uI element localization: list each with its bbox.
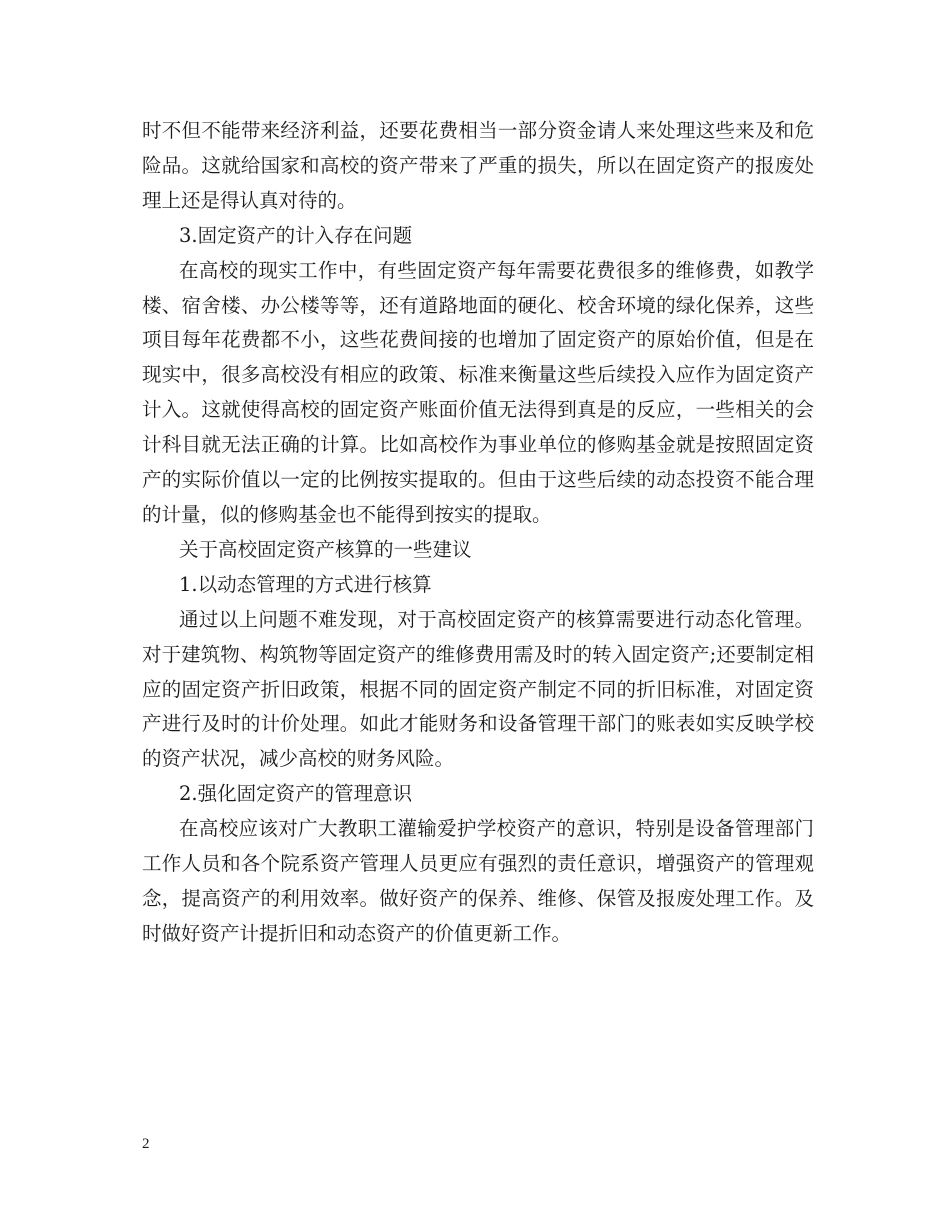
- paragraph-accounting-issue: 在高校的现实工作中，有些固定资产每年需要花费很多的维修费，如教学楼、宿舍楼、办公楼等等，还有道路地面的硬化、校舍环境的绿化保养，这些项目每年花费都不小，这些花费间接的也增加了固定资产的原始价值，但是在现实中，很多高校没有相应的政策、标准来衡量这些后续投入应作为固定资产计入。这就使得高校的固定资产账面价值无法得到真是的反应，一些相关的会计科目就无法正确的计算。比如高校作为事业单位的修购基金就是按照固定资产的实际价值以一定的比例按实提取的。但由于这些后续的动态投资不能合理的计量，似的修购基金也不能得到按实的提取。: [142, 258, 814, 526]
- section-heading-fixed-asset-accounting-issue: 3.固定资产的计入存在问题: [179, 223, 413, 247]
- paragraph-management-awareness: 在高校应该对广大教职工灌输爱护学校资产的意识，特别是设备管理部门工作人员和各个院系资产管理人员更应有强烈的责任意识，增强资产的管理观念，提高资产的利用效率。做好资产的保养、维修、保管及报废处理工作。及时做好资产计提折旧和动态资产的价值更新工作。: [142, 817, 814, 945]
- paragraph-continuation: 时不但不能带来经济利益，还要花费相当一部分资金请人来处理这些来及和危险品。这就给国家和高校的资产带来了严重的损失，所以在固定资产的报废处理上还是得认真对待的。: [142, 119, 814, 212]
- subheading-dynamic-management: 1.以动态管理的方式进行核算: [179, 572, 432, 596]
- subheading-management-awareness: 2.强化固定资产的管理意识: [179, 782, 413, 806]
- paragraph-dynamic-management: 通过以上问题不难发现，对于高校固定资产的核算需要进行动态化管理。对于建筑物、构筑物等固定资产的维修费用需及时的转入固定资产;还要制定相应的固定资产折旧政策，根据不同的固定资产制定不同的折旧标准，对固定资产进行及时的计价处理。如此才能财务和设备管理干部门的账表如实反映学校的资产状况，减少高校的财务风险。: [142, 607, 814, 771]
- page-number: 2: [142, 1136, 150, 1152]
- body-text: [142, 114, 814, 952]
- section-heading-suggestions: 关于高校固定资产核算的一些建议: [179, 537, 472, 561]
